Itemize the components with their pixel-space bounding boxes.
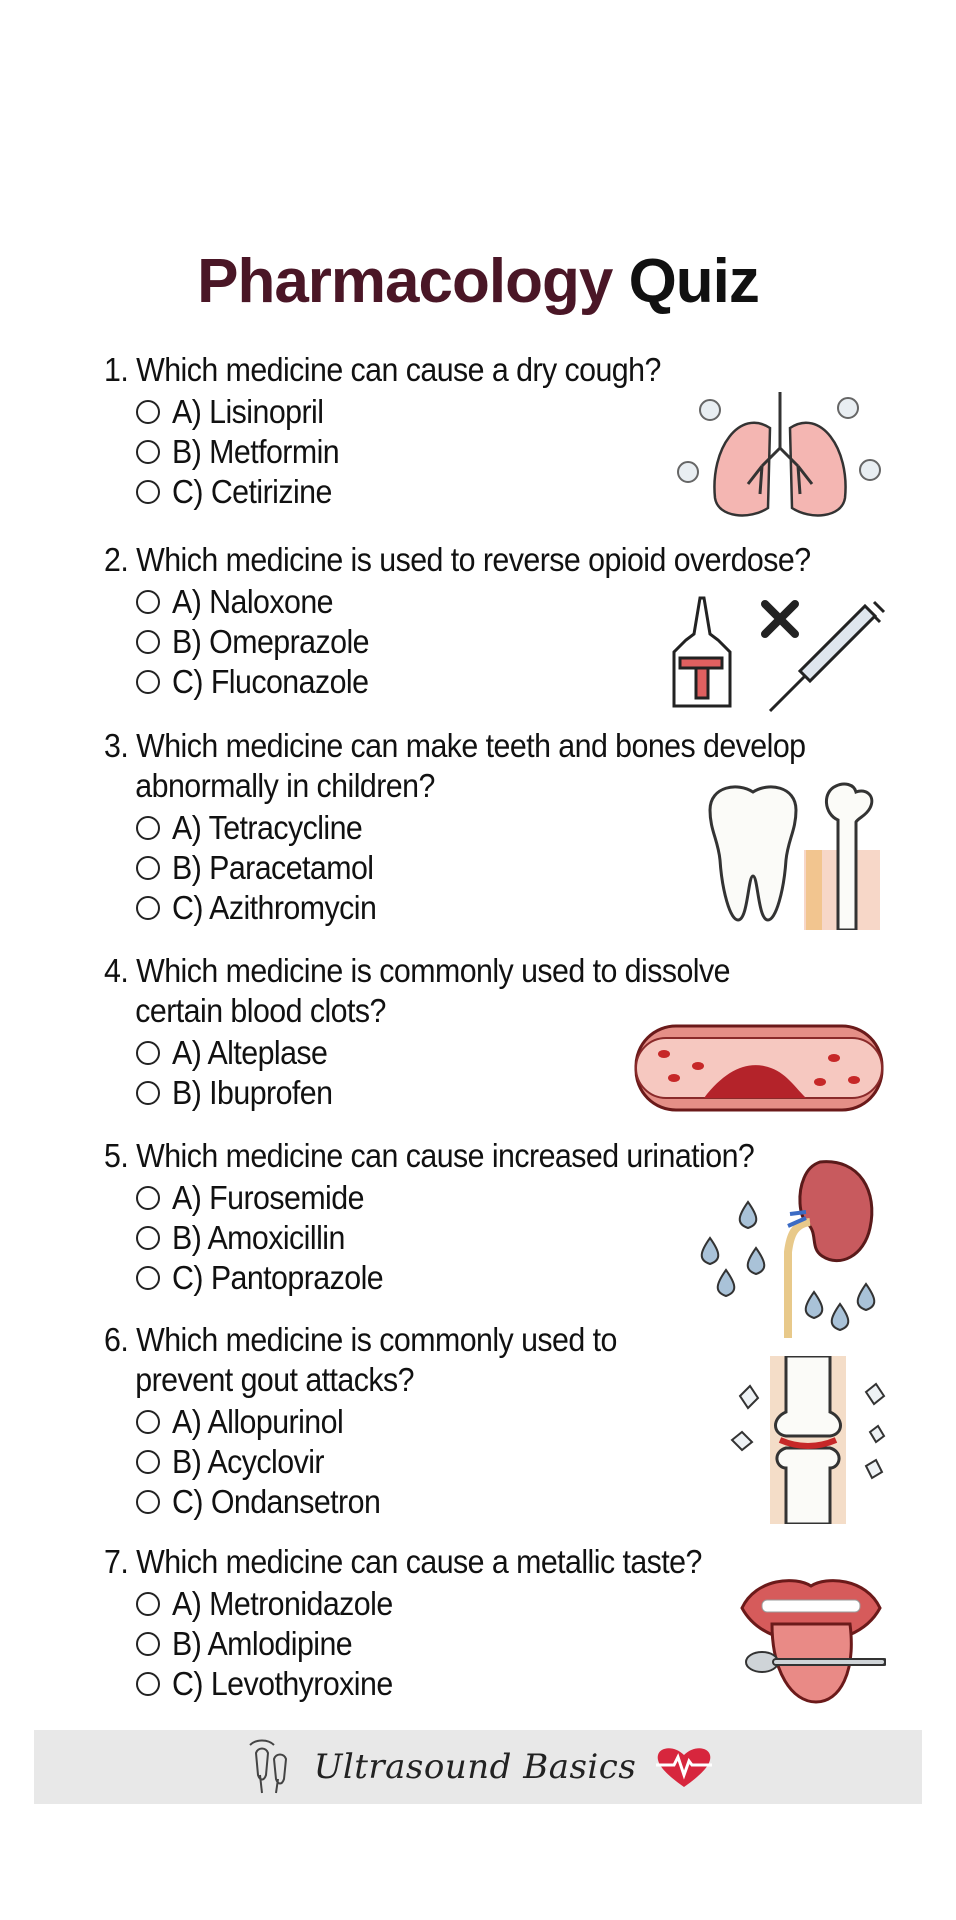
joint-crystals-icon [730,1356,886,1524]
radio-button[interactable] [136,1592,160,1616]
option-b[interactable]: B) Amoxicillin [136,1218,904,1258]
option-a[interactable]: A) Alteplase [136,1033,904,1073]
option-b[interactable]: B) Amlodipine [136,1624,904,1664]
radio-button[interactable] [136,1041,160,1065]
option-a[interactable]: A) Metronidazole [136,1584,904,1624]
option-c[interactable]: C) Levothyroxine [136,1664,904,1704]
tooth-bone-icon [698,780,882,930]
option-a[interactable]: A) Furosemide [136,1178,904,1218]
radio-button[interactable] [136,1672,160,1696]
radio-button[interactable] [136,480,160,504]
radio-button[interactable] [136,896,160,920]
radio-button[interactable] [136,1490,160,1514]
radio-button[interactable] [136,630,160,654]
footer-banner [34,1730,922,1804]
title-quiz: Quiz [628,247,759,316]
option-c[interactable]: C) Pantoprazole [136,1258,904,1298]
question-text: 4. Which medicine is commonly used to dissolve certain blood clots? [104,952,730,1029]
radio-button[interactable] [136,816,160,840]
heart-pulse-icon [654,1745,714,1789]
question-text: 1. Which medicine can cause a dry cough? [104,351,661,388]
radio-button[interactable] [136,1081,160,1105]
option-a[interactable]: A) Tetracycline [136,808,904,848]
radio-button[interactable] [136,1226,160,1250]
lungs-icon [670,388,890,526]
mouth-spoon-icon [736,1572,886,1704]
radio-button[interactable] [136,590,160,614]
radio-button[interactable] [136,670,160,694]
radio-button[interactable] [136,1266,160,1290]
radio-button[interactable] [136,856,160,880]
title-pharmacology: Pharmacology [197,247,613,316]
radio-button[interactable] [136,1410,160,1434]
question-text: 6. Which medicine is commonly used to prevent gout attacks? [104,1321,617,1398]
question-text: 2. Which medicine is used to reverse opioid overdose? [104,541,811,578]
page-title [0,246,956,317]
option-c[interactable]: C) Azithromycin [136,888,904,928]
question-text: 5. Which medicine can cause increased urination? [104,1137,755,1174]
question-text: 3. Which medicine can make teeth and bones develop abnormally in children? [104,727,806,804]
option-b[interactable]: B) Omeprazole [136,622,904,662]
option-c[interactable]: C) Ondansetron [136,1482,904,1522]
option-a[interactable]: A) Naloxone [136,582,904,622]
ultrasound-probe-icon [242,1739,296,1795]
option-b[interactable]: B) Metformin [136,432,904,472]
option-a[interactable]: A) Lisinopril [136,392,904,432]
brand-name: Ultrasound Basics [313,1747,637,1787]
radio-button[interactable] [136,440,160,464]
radio-button[interactable] [136,1186,160,1210]
option-c[interactable]: C) Fluconazole [136,662,904,702]
radio-button[interactable] [136,1632,160,1656]
option-a[interactable]: A) Allopurinol [136,1402,904,1442]
radio-button[interactable] [136,400,160,424]
nasal-spray-syringe-icon [670,594,890,714]
question-text: 7. Which medicine can cause a metallic taste? [104,1543,702,1580]
blood-vessel-clot-icon [634,1022,884,1114]
option-c[interactable]: C) Cetirizine [136,472,904,512]
option-b[interactable]: B) Acyclovir [136,1442,904,1482]
option-b[interactable]: B) Ibuprofen [136,1073,904,1113]
option-b[interactable]: B) Paracetamol [136,848,904,888]
kidney-droplets-icon [690,1152,886,1338]
radio-button[interactable] [136,1450,160,1474]
